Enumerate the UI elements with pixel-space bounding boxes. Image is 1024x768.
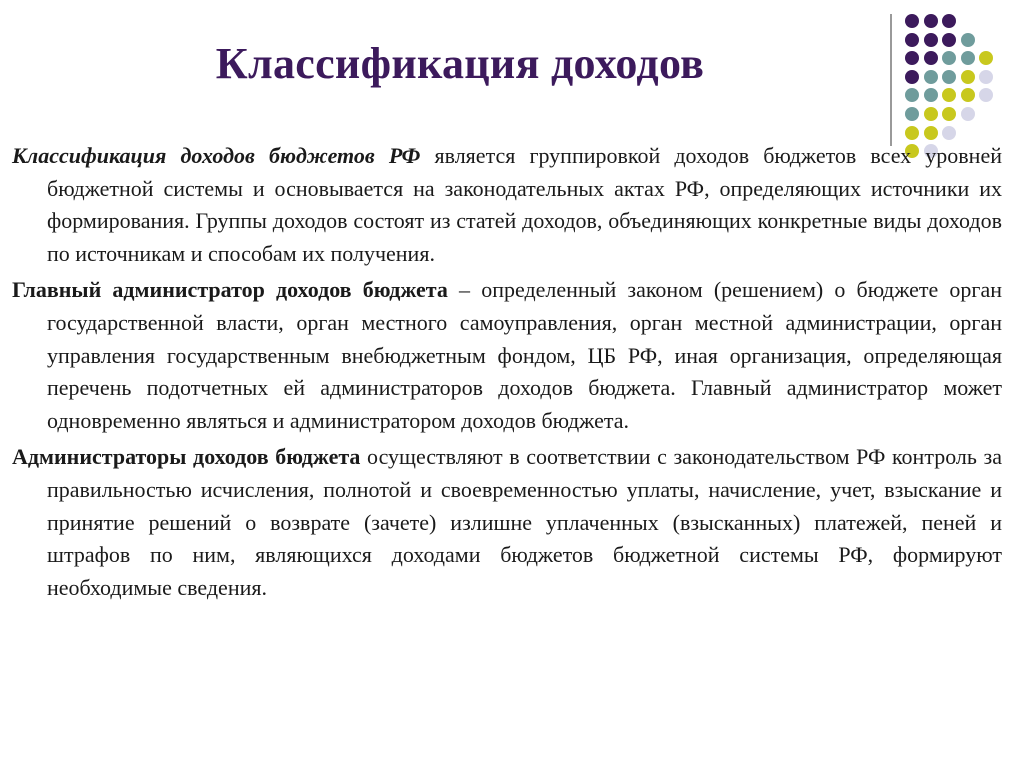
decorative-dot [942, 51, 956, 65]
paragraph-text: является группировкой доходов бюджетов всех уровней бюджетной системы и основывается на законодательных актах РФ, определяющих источники их формирования. Группы доходов состоят из статей доходов, объединяющих конкретные виды доходов по источникам и способам их получения. [47, 143, 1002, 266]
decorative-dot [942, 88, 956, 102]
paragraph-administrators [12, 441, 1002, 604]
decorative-dot [961, 51, 975, 65]
decorative-dot [942, 126, 956, 140]
decorative-dot [905, 88, 919, 102]
decorative-dot [979, 88, 993, 102]
decorative-dot [961, 107, 975, 121]
decorative-dot [924, 14, 938, 28]
decorative-dot [905, 107, 919, 121]
decorative-dot [905, 14, 919, 28]
decorative-dot [942, 33, 956, 47]
decorative-dot [905, 70, 919, 84]
decorative-dot [924, 88, 938, 102]
decorative-dot [942, 70, 956, 84]
decorative-dot [924, 126, 938, 140]
paragraph-lead: Классификация доходов бюджетов РФ [12, 143, 421, 168]
decorative-dot [905, 126, 919, 140]
paragraph-classification [12, 140, 1002, 270]
decorative-dot [979, 51, 993, 65]
decorative-dot [979, 70, 993, 84]
paragraph-lead: Администраторы доходов бюджета [12, 444, 361, 470]
paragraph-text: – определенный законом (решением) о бюджете орган государственной власти, орган местного самоуправления, орган местной администрации, орган управления государственным внебюджетным фондом, ЦБ РФ, иная организация, определяющая перечень подотчетных ей администраторов доходов бюджета. Главный администратор может одновременно являться и администратором доходов бюджета. [47, 277, 1002, 433]
decorative-dot [961, 70, 975, 84]
decorative-dot [961, 33, 975, 47]
slide-title: Классификация доходов [215, 39, 705, 88]
paragraph-main-administrator [12, 274, 1002, 437]
decorative-dot [905, 51, 919, 65]
paragraph-text: осуществляют в соответствии с законодательством РФ контроль за правильностью исчисления, полнотой и своевременностью уплаты, начисление, учет, взыскание и принятие решений о возврате (зачете) излишне уплаченных (взысканных) платежей, пеней и штрафов по ним, являющихся доходами бюджетов бюджетной системы РФ, формируют необходимые сведения. [47, 444, 1002, 600]
slide-body [12, 140, 1002, 608]
decorative-dot [942, 14, 956, 28]
decorative-dot [924, 70, 938, 84]
divider-line [890, 14, 892, 146]
decorative-dot [924, 33, 938, 47]
decorative-dot [961, 88, 975, 102]
decorative-dot [924, 51, 938, 65]
decorative-dot [905, 33, 919, 47]
dot-pattern [905, 14, 1015, 154]
decorative-dot [942, 107, 956, 121]
decorative-dot [924, 107, 938, 121]
paragraph-lead: Главный администратор доходов бюджета [12, 277, 448, 303]
